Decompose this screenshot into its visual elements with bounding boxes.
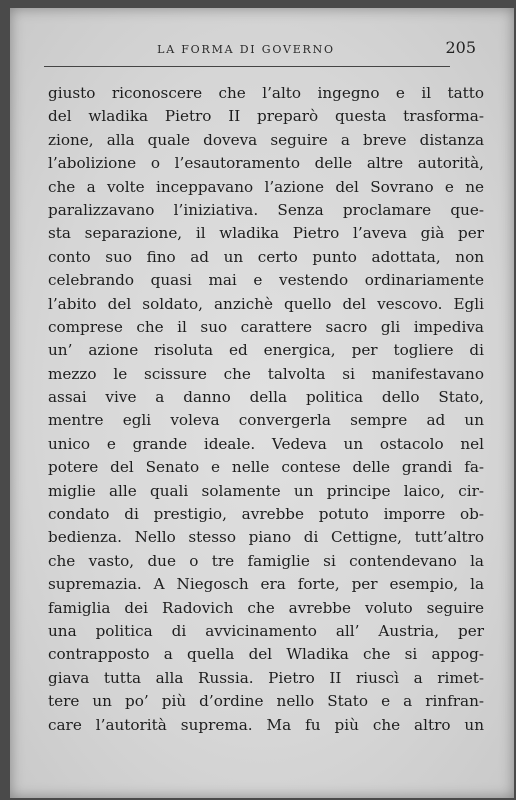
page-number: 205 <box>445 38 476 57</box>
text-line: condato di prestigio, avrebbe potuto imporre ob- <box>48 505 484 524</box>
text-line: una politica di avvicinamento all’ Austria, per <box>48 621 484 640</box>
text-line: che a volte inceppavano l’azione del Sovrano e ne <box>48 177 484 196</box>
text-line: tere un po’ più d’ordine nello Stato e a rinfran- <box>48 692 484 711</box>
text-line: che vasto, due o tre famiglie si contendevano la <box>48 551 484 570</box>
text-line: contrapposto a quella del Wladika che si appog- <box>48 645 484 664</box>
text-line: care l’autorità suprema. Ma fu più che altro un <box>48 715 484 734</box>
text-line: paralizzavano l’iniziativa. Senza proclamare que- <box>48 200 484 219</box>
text-line: bedienza. Nello stesso piano di Cettigne, tutt’altro <box>48 528 484 547</box>
text-line: l’abito del soldato, anzichè quello del vescovo. Egli <box>48 294 484 313</box>
text-line: supremazia. A Niegosch era forte, per esempio, la <box>48 575 484 594</box>
text-line: potere del Senato e nelle contese delle grandi fa- <box>48 458 484 477</box>
running-head-title: LA FORMA DI GOVERNO <box>157 43 335 56</box>
text-line: giusto riconoscere che l’alto ingegno e il tatto <box>48 84 484 102</box>
text-line: mentre egli voleva convergerla sempre ad un <box>48 411 484 430</box>
text-line: sta separazione, il wladika Pietro l’aveva già per <box>48 224 484 243</box>
text-line: unico e grande ideale. Vedeva un ostacolo nel <box>48 434 484 453</box>
text-line: celebrando quasi mai e vestendo ordinariamente <box>48 271 484 290</box>
text-line: del wladika Pietro II preparò questa trasforma- <box>48 107 484 126</box>
text-line: assai vive a danno della politica dello Stato, <box>48 388 484 407</box>
text-line: comprese che il suo carattere sacro gli impediva <box>48 317 484 336</box>
text-line: conto suo fino ad un certo punto adottata, non <box>48 247 484 266</box>
header-rule <box>44 66 450 67</box>
text-line: miglie alle quali solamente un principe laico, cir- <box>48 481 484 500</box>
book-page <box>10 8 514 798</box>
running-head <box>48 38 476 60</box>
text-line: giava tutta alla Russia. Pietro II riuscì a rimet- <box>48 668 484 687</box>
text-line: l’abolizione o l’esautoramento delle altre autorità, <box>48 154 484 173</box>
body-text <box>48 82 484 737</box>
text-line: zione, alla quale doveva seguire a breve distanza <box>48 130 484 149</box>
text-line: mezzo le scissure che talvolta si manifestavano <box>48 364 484 383</box>
text-line: famiglia dei Radovich che avrebbe voluto seguire <box>48 598 484 617</box>
text-line: un’ azione risoluta ed energica, per togliere di <box>48 341 484 360</box>
